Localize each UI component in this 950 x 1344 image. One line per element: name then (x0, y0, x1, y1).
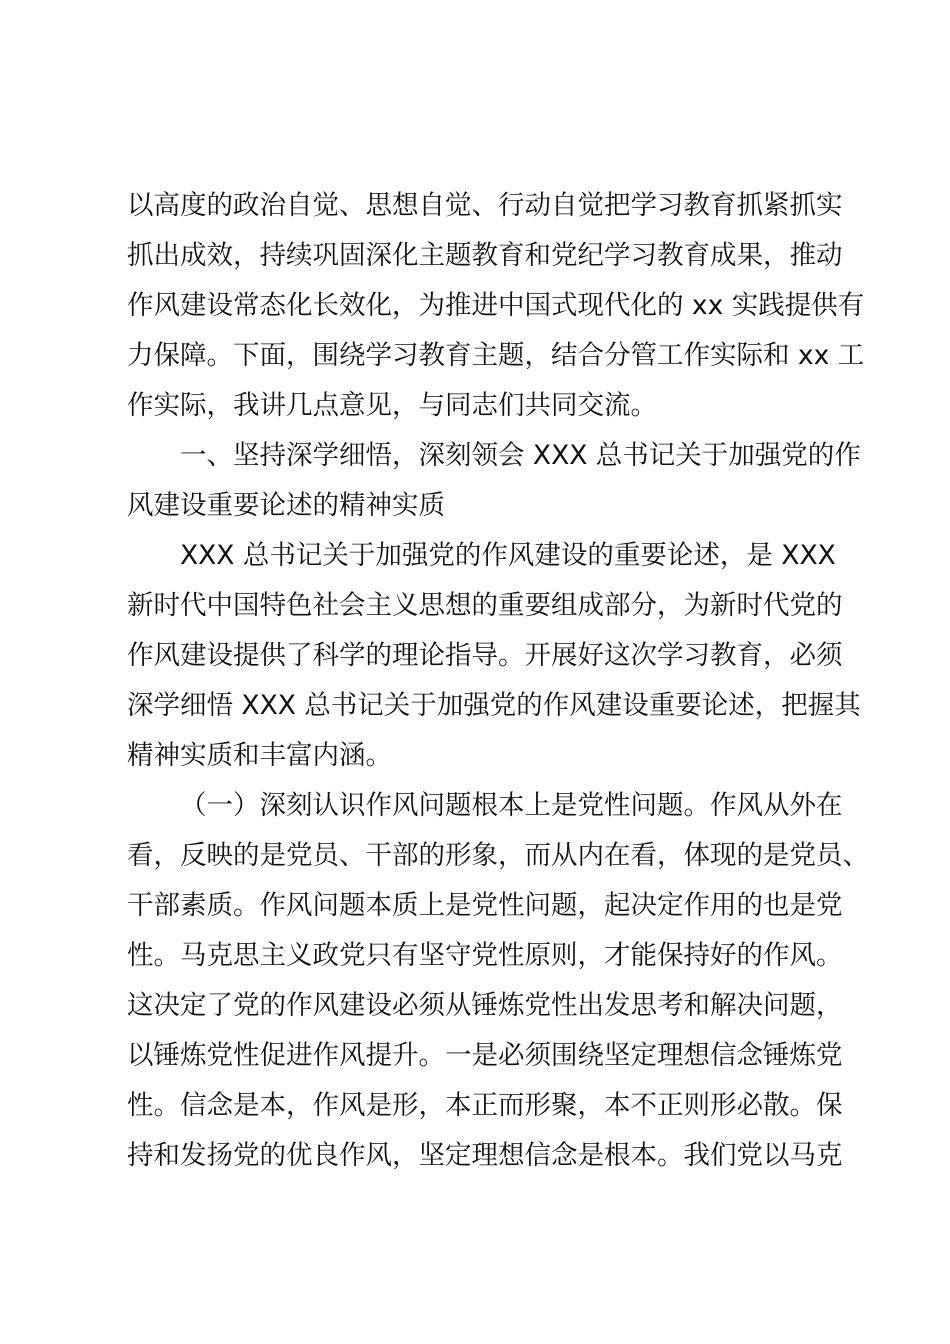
paragraph-line: 以高度的政治自觉、思想自觉、行动自觉把学习教育抓紧抓实 (127, 190, 843, 221)
paragraph-line: 力保障。下面，围绕学习教育主题，结合分管工作实际和 xx 工 (127, 340, 865, 371)
section-heading-line: 一、坚持深学细悟，深刻领会 XXX 总书记关于加强党的作 (180, 440, 861, 471)
paragraph-line: 深学细悟 XXX 总书记关于加强党的作风建设重要论述，把握其 (127, 690, 861, 721)
subsection-heading-line: （一）深刻认识作风问题根本上是党性问题。作风从外在 (180, 790, 843, 821)
paragraph-line: 以锤炼党性促进作风提升。一是必须围绕坚定理想信念锤炼党 (127, 1040, 843, 1071)
paragraph-line: XXX 总书记关于加强党的作风建设的重要论述，是 XXX (180, 540, 836, 571)
paragraph-line: 抓出成效，持续巩固深化主题教育和党纪学习教育成果，推动 (127, 240, 843, 271)
paragraph-line: 新时代中国特色社会主义思想的重要组成部分，为新时代党的 (127, 590, 843, 621)
paragraph-line: 精神实质和丰富内涵。 (127, 740, 392, 771)
paragraph-line: 作风建设常态化长效化，为推进中国式现代化的 xx 实践提供有 (127, 290, 865, 321)
paragraph-line: 看，反映的是党员、干部的形象，而从内在看，体现的是党员、 (127, 840, 869, 871)
paragraph-line: 性。信念是本，作风是形，本正而形聚，本不正则形必散。保 (127, 1090, 843, 1121)
paragraph-line: 作风建设提供了科学的理论指导。开展好这次学习教育，必须 (127, 640, 843, 671)
paragraph-line: 干部素质。作风问题本质上是党性问题，起决定作用的也是党 (127, 890, 843, 921)
paragraph-line: 性。马克思主义政党只有坚守党性原则，才能保持好的作风。 (127, 940, 843, 971)
section-heading-line: 风建设重要论述的精神实质 (127, 490, 445, 521)
paragraph-line: 作实际，我讲几点意见，与同志们共同交流。 (127, 390, 657, 421)
paragraph-line: 这决定了党的作风建设必须从锤炼党性出发思考和解决问题， (127, 990, 843, 1021)
paragraph-line: 持和发扬党的优良作风，坚定理想信念是根本。我们党以马克 (127, 1140, 843, 1171)
